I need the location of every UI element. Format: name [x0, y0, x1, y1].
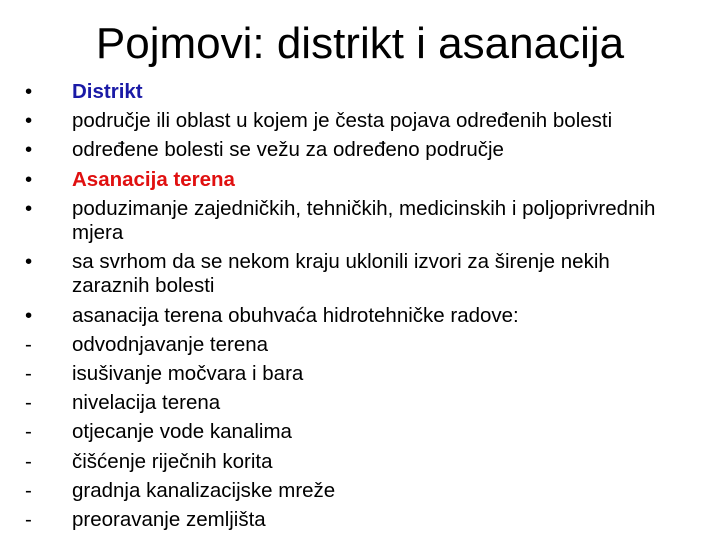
list-item-text: preoravanje zemljišta	[72, 508, 266, 532]
bullet-list	[0, 80, 720, 537]
list-item	[0, 197, 720, 245]
dash-marker: -	[25, 449, 32, 473]
dash-marker: -	[25, 332, 32, 356]
list-item-text: isušivanje močvara i bara	[72, 362, 304, 386]
list-item	[0, 250, 720, 298]
list-item	[0, 168, 720, 192]
list-item	[0, 362, 720, 386]
term-heading: Asanacija terena	[72, 167, 235, 191]
list-item-text: asanacija terena obuhvaća hidrotehničke radove:	[72, 303, 519, 327]
slide-title: Pojmovi: distrikt i asanacija	[95, 19, 625, 68]
list-item	[0, 391, 720, 415]
list-item-text: gradnja kanalizacijske mreže	[72, 478, 336, 502]
list-item-text: područje ili oblast u kojem je česta pojava određenih bolesti	[72, 109, 613, 133]
dash-marker: -	[25, 391, 32, 415]
list-item-text: poduzimanje zajedničkih, tehničkih, medicinskih i poljoprivrednih mjera	[72, 196, 656, 245]
dash-marker: -	[25, 478, 32, 502]
dash-marker: -	[25, 420, 32, 444]
list-item	[0, 450, 720, 474]
bullet-marker: •	[25, 250, 33, 274]
bullet-marker: •	[25, 109, 33, 133]
bullet-marker: •	[25, 167, 33, 191]
list-item-text: odvodnjavanje terena	[72, 332, 269, 356]
dash-marker: -	[25, 362, 32, 386]
list-item	[0, 109, 720, 133]
bullet-marker: •	[25, 196, 33, 220]
list-item	[0, 420, 720, 444]
list-item-text: sa svrhom da se nekom kraju uklonili izvori za širenje nekih zaraznih bolesti	[72, 250, 610, 298]
list-item	[0, 304, 720, 328]
dash-marker: -	[25, 508, 32, 532]
list-item	[0, 479, 720, 503]
bullet-marker: •	[25, 138, 33, 162]
list-item-text: čišćenje riječnih korita	[72, 449, 273, 473]
term-heading: Distrikt	[72, 80, 143, 103]
list-item	[0, 80, 720, 104]
bullet-marker: •	[25, 80, 33, 103]
bullet-marker: •	[25, 303, 33, 327]
list-item	[0, 138, 720, 162]
list-item-text: otjecanje vode kanalima	[72, 420, 292, 444]
list-item-text: određene bolesti se vežu za određeno područje	[72, 138, 504, 162]
list-item-text: nivelacija terena	[72, 391, 221, 415]
list-item	[0, 508, 720, 532]
list-item	[0, 333, 720, 357]
